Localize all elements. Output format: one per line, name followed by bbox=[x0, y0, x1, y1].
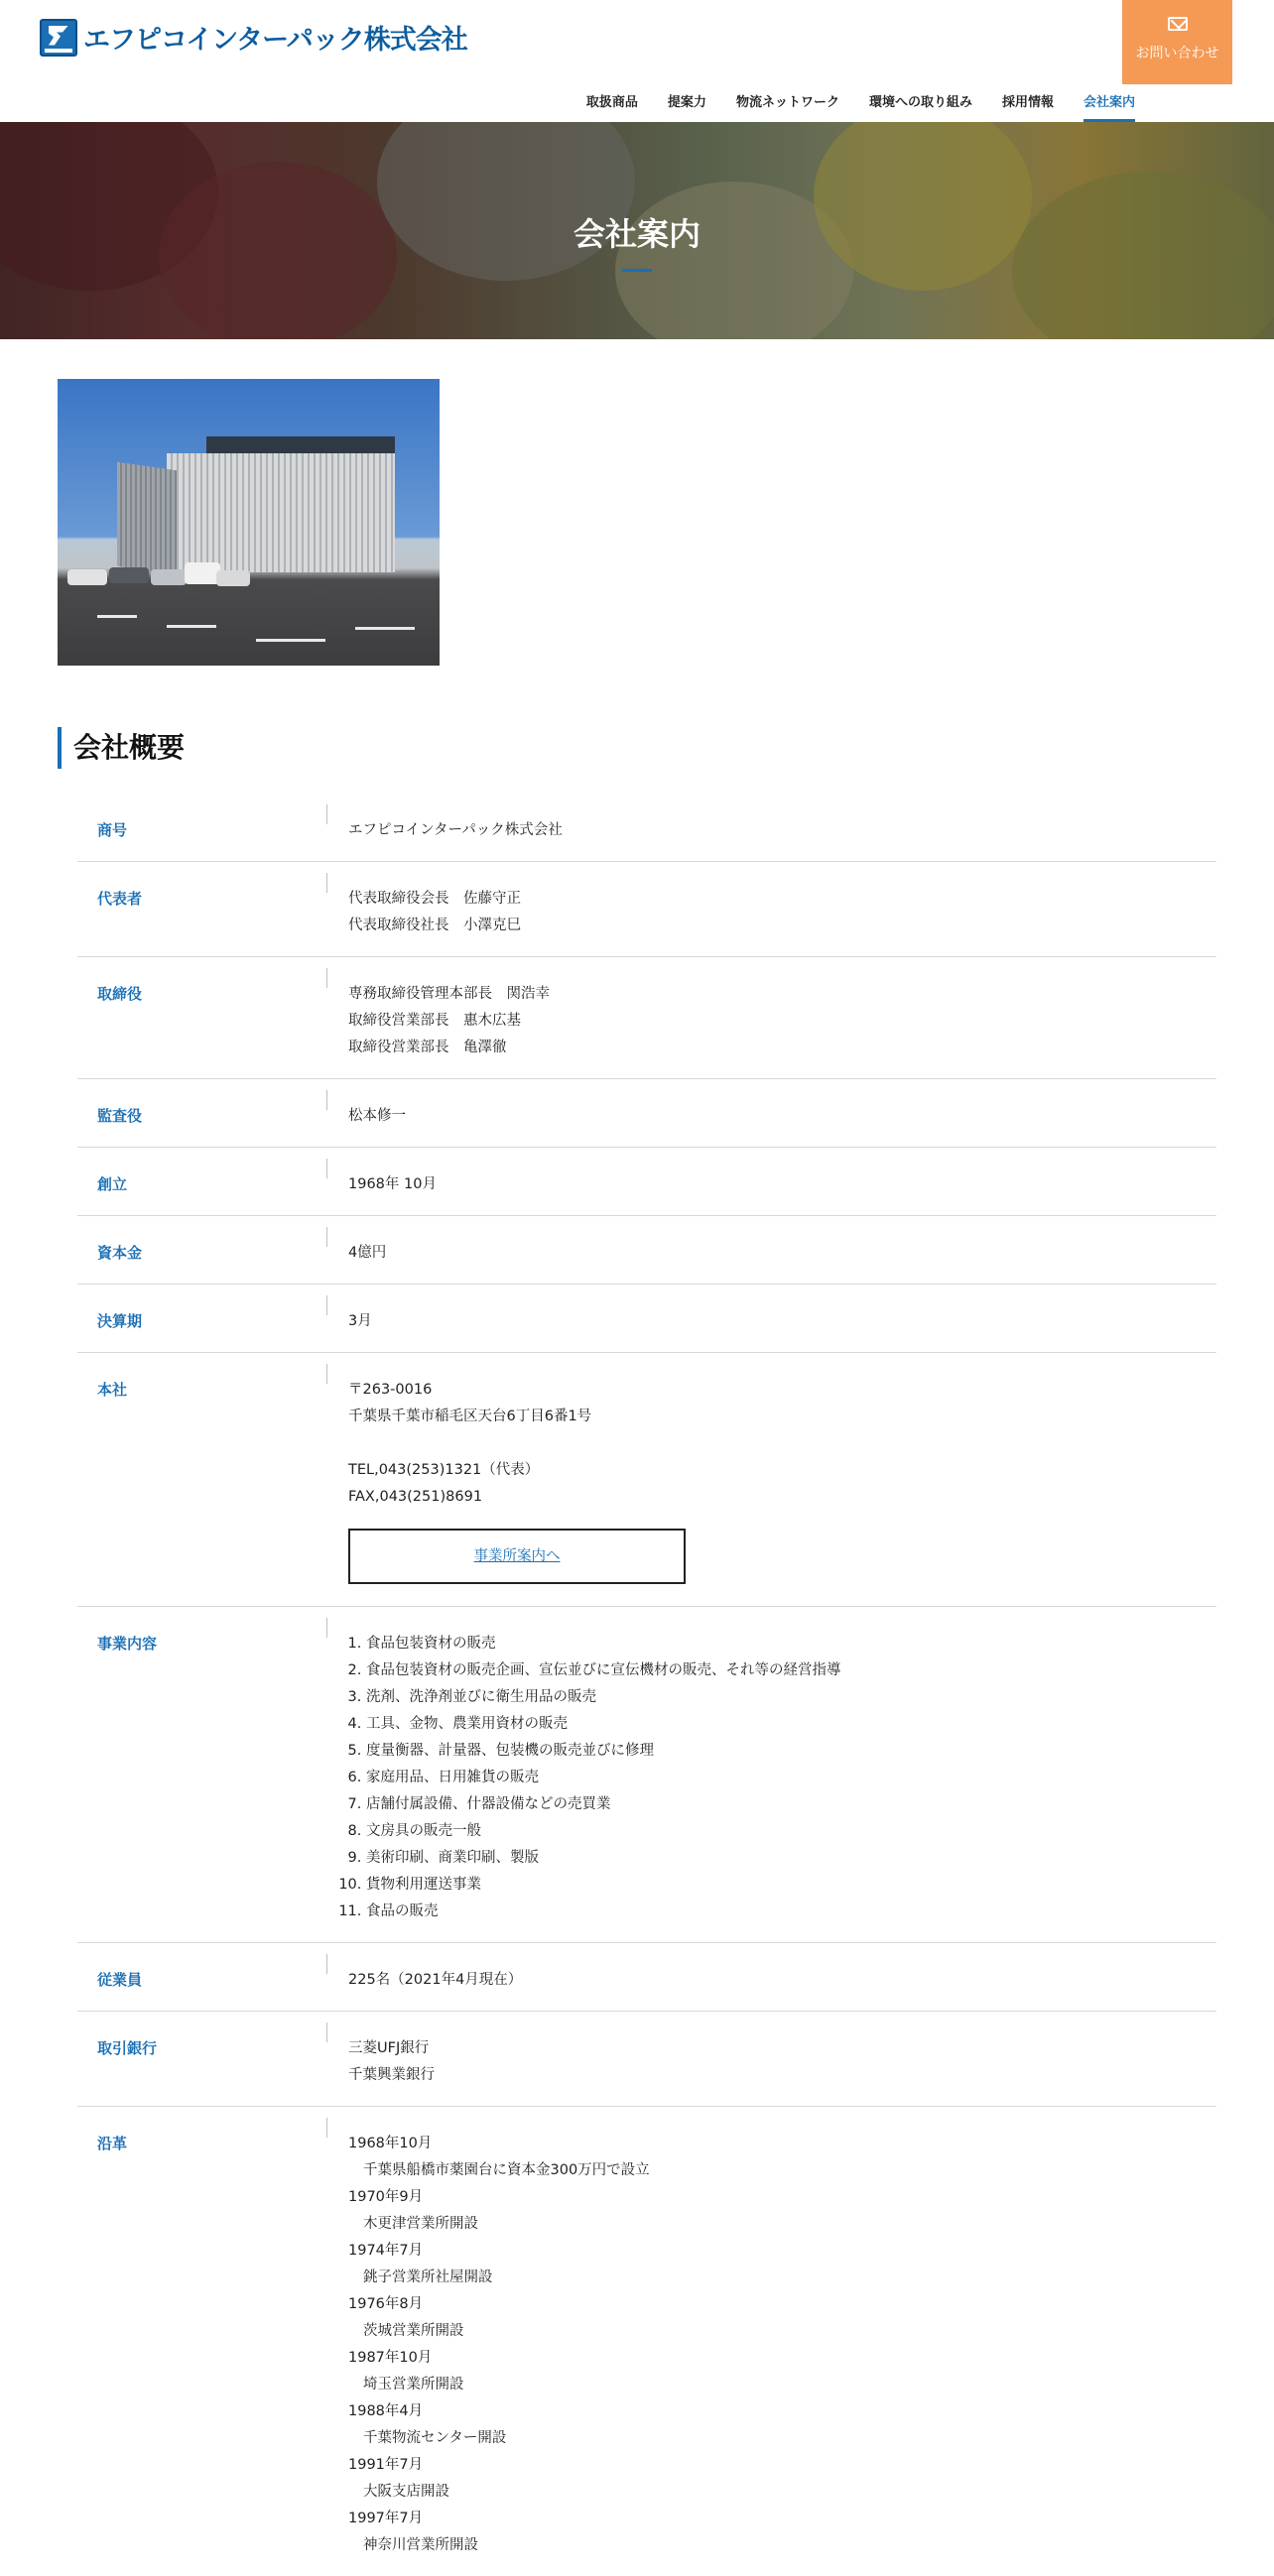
row-label: 商号 bbox=[97, 821, 128, 839]
fax-number: FAX,043(251)8691 bbox=[348, 1489, 483, 1505]
value-line: 225名（2021年4月現在） bbox=[348, 1972, 523, 1988]
history-event: 銚子営業所社屋開設 bbox=[363, 2269, 493, 2285]
list-item: 4. 工具、金物、農業用資材の販売 bbox=[366, 1711, 1216, 1738]
parked-car bbox=[151, 569, 187, 585]
history-event: 神奈川営業所開設 bbox=[363, 2537, 478, 2553]
building-side bbox=[117, 462, 177, 574]
list-item: 2. 食品包装資材の販売企画、宣伝並びに宣伝機材の販売、それ等の経営指導 bbox=[366, 1657, 1216, 1684]
row-value bbox=[348, 886, 1216, 939]
page-title: 会社案内 bbox=[573, 215, 701, 253]
table-row bbox=[77, 862, 1216, 957]
list-item: 10. 貨物利用運送事業 bbox=[366, 1872, 1216, 1899]
row-value bbox=[348, 1103, 1216, 1130]
building-facade bbox=[167, 453, 395, 572]
list-item: 1. 食品包装資材の販売 bbox=[366, 1631, 1216, 1657]
value-line: 松本修一 bbox=[348, 1108, 406, 1124]
road-marking bbox=[97, 615, 137, 618]
history-event: 大阪支店開設 bbox=[363, 2484, 449, 2500]
nav-item-company[interactable]: 会社案内 bbox=[1083, 91, 1135, 122]
table-row bbox=[77, 957, 1216, 1079]
list-item: 11. 食品の販売 bbox=[366, 1899, 1216, 1925]
office-guide-button[interactable]: 事業所案内へ bbox=[348, 1529, 686, 1584]
logo-text: エフピコインターパック株式会社 bbox=[83, 25, 467, 56]
row-value bbox=[348, 817, 1216, 844]
phone-number: TEL,043(253)1321（代表） bbox=[348, 1462, 540, 1478]
table-row bbox=[77, 1216, 1216, 1285]
section-heading: 会社概要 bbox=[58, 727, 185, 769]
parked-car bbox=[109, 567, 149, 583]
company-profile-table bbox=[77, 794, 1216, 2576]
list-item: 5. 度量衡器、計量器、包装機の販売並びに修理 bbox=[366, 1738, 1216, 1765]
row-label: 本社 bbox=[97, 1381, 128, 1399]
postal-code: 〒263-0016 bbox=[348, 1382, 433, 1398]
row-value bbox=[348, 1308, 1216, 1335]
history-date: 1997年7月 bbox=[348, 2511, 424, 2526]
row-separator bbox=[326, 1954, 327, 1974]
parked-car bbox=[185, 562, 220, 584]
table-row bbox=[77, 2012, 1216, 2107]
row-value bbox=[348, 1377, 1216, 1584]
row-label: 監査役 bbox=[97, 1107, 143, 1125]
list-item: 8. 文房具の販売一般 bbox=[366, 1818, 1216, 1845]
spacer bbox=[348, 1430, 1216, 1457]
value-line: 4億円 bbox=[348, 1245, 387, 1261]
nav-item-environment[interactable]: 環境への取り組み bbox=[868, 95, 972, 110]
mail-icon bbox=[1168, 17, 1188, 31]
history-event: 千葉県船橋市薬園台に資本金300万円で設立 bbox=[363, 2162, 650, 2178]
history-event: 茨城営業所開設 bbox=[363, 2323, 464, 2339]
contact-label: お問い合わせ bbox=[1135, 46, 1219, 61]
value-line: 代表取締役会長 佐藤守正 bbox=[348, 891, 521, 907]
history-event: 木更津営業所開設 bbox=[363, 2216, 478, 2232]
history-date: 1991年7月 bbox=[348, 2457, 424, 2473]
row-separator bbox=[326, 1618, 327, 1638]
history-event: 千葉物流センター開設 bbox=[363, 2430, 507, 2446]
row-value bbox=[348, 1631, 1216, 1925]
road-marking bbox=[355, 627, 415, 630]
row-label: 資本金 bbox=[97, 1244, 143, 1262]
table-row bbox=[77, 1285, 1216, 1353]
list-item: 9. 美術印刷、商業印刷、製版 bbox=[366, 1845, 1216, 1872]
row-separator bbox=[326, 1090, 327, 1110]
table-row bbox=[77, 1607, 1216, 1943]
value-line: 専務取締役管理本部長 関浩幸 bbox=[348, 986, 550, 1002]
hero-banner bbox=[0, 122, 1274, 339]
row-separator bbox=[326, 804, 327, 824]
global-nav bbox=[557, 91, 1135, 122]
row-label: 事業内容 bbox=[97, 1635, 158, 1653]
history-date: 1987年10月 bbox=[348, 2350, 433, 2366]
headquarters-photo bbox=[58, 379, 440, 666]
site-header bbox=[0, 0, 1274, 122]
row-label: 従業員 bbox=[97, 1971, 143, 1989]
value-line: 千葉興業銀行 bbox=[348, 2067, 435, 2083]
nav-item-logistics[interactable]: 物流ネットワーク bbox=[735, 95, 839, 110]
row-separator bbox=[326, 2118, 327, 2138]
road-marking bbox=[256, 639, 325, 642]
row-value bbox=[348, 981, 1216, 1061]
row-value bbox=[348, 1967, 1216, 1994]
history-list bbox=[348, 2131, 1216, 2559]
road-marking bbox=[167, 625, 216, 628]
row-value bbox=[348, 1240, 1216, 1267]
parked-car bbox=[216, 570, 250, 586]
value-line: 3月 bbox=[348, 1313, 372, 1329]
history-date: 1976年8月 bbox=[348, 2296, 424, 2312]
table-row bbox=[77, 1148, 1216, 1216]
row-label: 取締役 bbox=[97, 985, 143, 1003]
row-value bbox=[348, 1171, 1216, 1198]
row-separator bbox=[326, 2023, 327, 2042]
row-label: 代表者 bbox=[97, 890, 143, 908]
table-row bbox=[77, 794, 1216, 862]
table-row bbox=[77, 2107, 1216, 2576]
row-value bbox=[348, 2035, 1216, 2089]
row-separator bbox=[326, 1227, 327, 1247]
value-line: 代表取締役社長 小澤克巳 bbox=[348, 918, 521, 933]
history-date: 1968年10月 bbox=[348, 2136, 433, 2151]
nav-item-products[interactable]: 取扱商品 bbox=[585, 95, 638, 110]
row-separator bbox=[326, 1295, 327, 1315]
table-row bbox=[77, 1079, 1216, 1148]
contact-button[interactable] bbox=[1122, 0, 1232, 84]
row-label: 沿革 bbox=[97, 2135, 128, 2152]
history-date: 1988年4月 bbox=[348, 2403, 424, 2419]
row-label: 取引銀行 bbox=[97, 2039, 158, 2057]
row-separator bbox=[326, 873, 327, 893]
row-separator bbox=[326, 1364, 327, 1384]
value-line: 三菱UFJ銀行 bbox=[348, 2040, 430, 2056]
logo-mark-icon bbox=[40, 19, 77, 57]
business-list bbox=[348, 1631, 1216, 1925]
table-row bbox=[77, 1943, 1216, 2012]
history-date: 1970年9月 bbox=[348, 2189, 424, 2205]
parked-car bbox=[67, 569, 107, 585]
history-date: 1974年7月 bbox=[348, 2243, 424, 2259]
row-label: 決算期 bbox=[97, 1312, 143, 1330]
row-separator bbox=[326, 1159, 327, 1178]
list-item: 6. 家庭用品、日用雑貨の販売 bbox=[366, 1765, 1216, 1791]
title-underline bbox=[622, 269, 652, 272]
value-line: 1968年 10月 bbox=[348, 1176, 437, 1192]
value-line: 取締役営業部長 惠木広基 bbox=[348, 1013, 521, 1029]
list-item: 3. 洗剤、洗浄剤並びに衛生用品の販売 bbox=[366, 1684, 1216, 1711]
nav-item-proposal[interactable]: 提案力 bbox=[667, 95, 706, 110]
list-item: 7. 店舗付属設備、什器設備などの売買業 bbox=[366, 1791, 1216, 1818]
site-logo[interactable] bbox=[40, 18, 467, 57]
value-line: エフピコインターパック株式会社 bbox=[348, 822, 563, 838]
history-event: 埼玉営業所開設 bbox=[363, 2377, 464, 2392]
row-label: 創立 bbox=[97, 1175, 128, 1193]
address: 千葉県千葉市稲毛区天台6丁目6番1号 bbox=[348, 1409, 592, 1424]
row-separator bbox=[326, 968, 327, 988]
value-line: 取締役営業部長 亀澤徹 bbox=[348, 1040, 507, 1055]
nav-item-recruit[interactable]: 採用情報 bbox=[1001, 95, 1054, 110]
table-row bbox=[77, 1353, 1216, 1607]
